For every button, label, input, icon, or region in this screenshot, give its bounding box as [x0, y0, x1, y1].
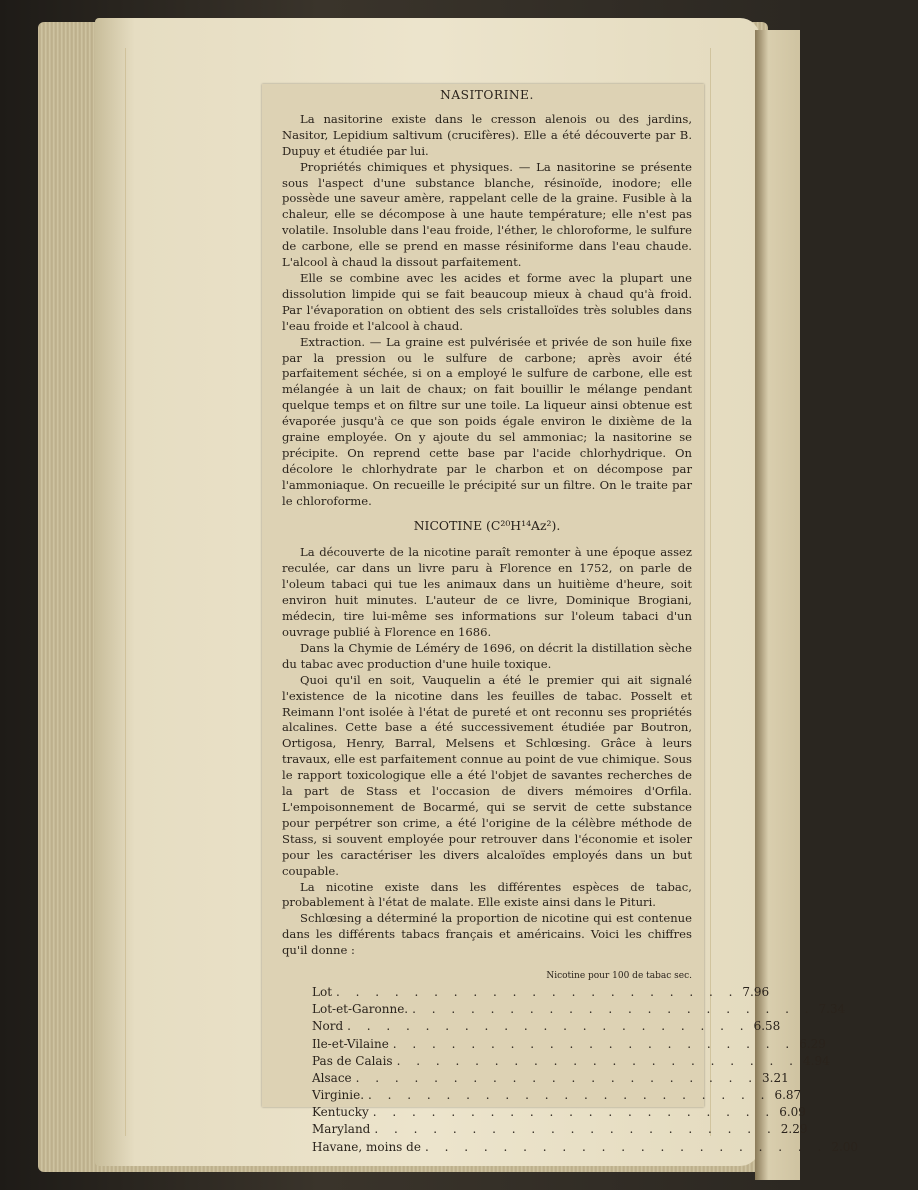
paragraph: Extraction. — La graine est pulvérisée et privée de son huile fixe par la pression ou le sulfure de carbone; après avoir été parfaitement séchée, si on a employé le sulfure de carbone, elle est mélangée à un lait de chaux; on fait bouillir le mélange pendant quelque temps et on filtre sur une toile. La liqueur ainsi obtenue est évaporée jusqu'à ce que son poids égale environ le dixième de la graine employée. On y ajoute du sel ammoniac; la nasitorine se précipite. On reprend cette base par l'acide chlorhydrique. On décolore le chlorhydrate par le charbon et on décompose par l'ammoniaque. On recueille le précipité sur un filtre. On le traite par le chloroforme.: [282, 334, 692, 508]
table-row: [282, 984, 770, 1002]
page-ruling: [125, 48, 126, 1136]
row-value: 6.09: [779, 1105, 806, 1120]
leader-dots: . . . . . . . . . . . . . . . . . . . . .: [347, 1019, 750, 1034]
row-label: Nord: [312, 1019, 344, 1034]
row-label: Lot-et-Garonne.: [312, 1002, 409, 1017]
row-value: 2.00: [831, 1139, 859, 1154]
leader-dots: . . . . . . . . . . . . . . . . . . . . .: [392, 1036, 796, 1051]
paragraph: La découverte de la nicotine paraît remonter à une époque assez reculée, car dans un livre paru à Florence en 1752, on parle de l'oleum tabaci qui tue les animaux dans un huitième d'heure, soit environ huit minutes. L'auteur de ce livre, Dominique Brogiani, médecin, tire lui-même ses informations sur l'oleum tabaci d'un ouvrage publié à Florence en 1686.: [282, 545, 692, 639]
row-label: Alsace: [312, 1070, 352, 1085]
paragraph: Elle se combine avec les acides et forme avec la plupart une dissolution limpide qui se fait beaucoup mieux à chaud qu'à froid. Par l'évaporation on obtient des sels cristalloïdes très solubles dans l'eau froide et l'alcool à chaud.: [282, 270, 692, 333]
row-value: 4.94: [803, 1053, 830, 1068]
row-label: Lot: [312, 984, 333, 999]
table-row: [282, 1105, 806, 1122]
section-title-nicotine: NICOTINE (C²⁰H¹⁴Az²).: [413, 517, 561, 533]
table-row: [282, 1122, 808, 1139]
clipping-text: [282, 88, 859, 1157]
row-value: 6.87: [774, 1088, 802, 1103]
table-row: [282, 1070, 789, 1088]
paragraph: La nasitorine existe dans le cresson alenois ou des jardins, Nasitor, Lepidium saltivum (crucifères). Elle a été découverte par B. Dupuy et étudiée par lui.: [282, 111, 692, 158]
row-value: 2.29: [780, 1122, 808, 1137]
pasted-clipping: [262, 84, 859, 1154]
row-value: 7.96: [742, 984, 770, 999]
row-value: 6.58: [753, 1019, 781, 1034]
row-label: Ile-et-Vilaine: [312, 1036, 389, 1051]
row-label: Kentucky: [312, 1105, 369, 1120]
leader-dots: . . . . . . . . . . . . . . . . . . . . .: [368, 1088, 771, 1103]
row-label: Maryland: [312, 1122, 371, 1137]
leader-dots: . . . . . . . . . . . . . . . . . . . . .: [412, 1002, 815, 1017]
paragraph: Quoi qu'il en soit, Vauquelin a été le premier qui ait signalé l'existence de la nicotine dans les feuilles de tabac. Posselt et Reimann l'ont isolée à l'état de pureté et ont reconnu ses propriétés alcalines. Cette base a été successivement étudiée par Boutron, Ortigosa, Henry, Barral, Melsens et Schlœsing. Grâce à leurs travaux, elle est parfaitement connue au point de vue chimique. Sous le rapport toxicologique elle a été l'objet de savantes recherches de la part de Stass et l'occasion de divers mémoires d'Orfila. L'empoisonnement de Bocarmé, qui se servit de cette substance pour perpétrer son crime, a été l'origine de la célèbre méthode de Stass, si souvent employée pour retrouver dans l'économie et isoler pour les caractériser les divers alcaloïdes employés dans un but coupable.: [282, 672, 692, 878]
paragraph: La nicotine existe dans les différentes espèces de tabac, probablement à l'état de malate. Elle existe ainsi dans le Pituri.: [282, 879, 692, 910]
table-row: [282, 1088, 802, 1105]
leader-dots: . . . . . . . . . . . . . . . . . . . . .: [372, 1105, 776, 1120]
row-label: Pas de Calais: [312, 1053, 393, 1068]
row-label: Havane, moins de: [312, 1139, 421, 1154]
table-row: [282, 1019, 781, 1036]
table-row: [282, 1036, 826, 1054]
row-value: 7.34: [818, 1002, 846, 1017]
table-header: Nicotine pour 100 de tabac sec.: [546, 971, 692, 982]
page-ruling: [710, 48, 711, 1136]
leader-dots: . . . . . . . . . . . . . . . . . . . . .: [355, 1070, 759, 1085]
table-row: [282, 1002, 846, 1019]
table-row: [282, 1053, 830, 1071]
table-row: [282, 1139, 859, 1157]
leader-dots: . . . . . . . . . . . . . . . . . . . . .: [336, 984, 739, 999]
row-value: 3.21: [762, 1070, 789, 1085]
paragraph: Dans la Chymie de Léméry de 1696, on décrit la distillation sèche du tabac avec production d'une huile toxique.: [282, 640, 692, 671]
leader-dots: . . . . . . . . . . . . . . . . . . . . .: [374, 1122, 777, 1137]
leader-dots: . . . . . . . . . . . . . . . . . . . . .: [424, 1139, 828, 1154]
leader-dots: . . . . . . . . . . . . . . . . . . . . .: [396, 1053, 799, 1068]
paragraph: Propriétés chimiques et physiques. — La nasitorine se présente sous l'aspect d'une substance blanche, résinoïde, inodore; elle possède une saveur amère, rappelant celle de la graine. Fusible à la chaleur, elle se décompose à une haute température; elle n'est pas volatile. Insoluble dans l'eau froide, l'éther, le chloroforme, le sulfure de carbone, elle se prend en masse résiniforme dans l'eau chaude. L'alcool à chaud la dissout parfaitement.: [282, 159, 692, 270]
paragraph: Schlœsing a déterminé la proportion de nicotine qui est contenue dans les différents tabacs français et américains. Voici les chiffres qu'il donne :: [282, 911, 692, 958]
nicotine-table: [282, 984, 859, 1157]
row-label: Virginie.: [312, 1088, 365, 1103]
section-title-nasitorine: NASITORINE.: [440, 88, 534, 102]
row-value: 6.29: [799, 1036, 826, 1051]
